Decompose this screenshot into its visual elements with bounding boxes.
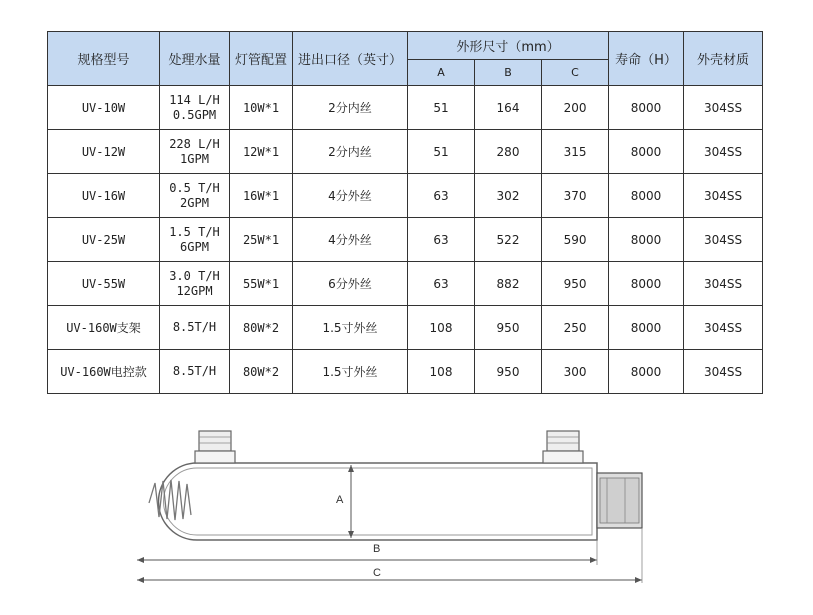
header-port: 进出口径（英寸） — [293, 32, 408, 86]
cell-model: UV-16W — [48, 174, 160, 218]
cell-port: 6分外丝 — [293, 262, 408, 306]
table-row — [48, 86, 763, 130]
cell-dim-b: 164 — [475, 86, 542, 130]
cell-lamp: 55W*1 — [230, 262, 293, 306]
table-row — [48, 350, 763, 394]
cell-life: 8000 — [609, 262, 684, 306]
cell-dim-c: 250 — [542, 306, 609, 350]
tube-body — [159, 463, 598, 540]
dim-label-b: B — [373, 543, 381, 555]
outlet-port — [547, 431, 579, 451]
flow-primary: 8.5T/H — [172, 364, 217, 378]
flow-primary: 228 L/H — [169, 136, 220, 151]
cell-dim-a: 63 — [408, 174, 475, 218]
inlet-port — [199, 431, 231, 451]
cell-life: 8000 — [609, 86, 684, 130]
cell-shell: 304SS — [684, 218, 763, 262]
flow-primary: 8.5T/H — [172, 320, 217, 334]
cell-shell: 304SS — [684, 130, 763, 174]
cell-dim-c: 315 — [542, 130, 609, 174]
cell-dim-a: 63 — [408, 262, 475, 306]
cell-flow — [160, 86, 230, 130]
cell-shell: 304SS — [684, 174, 763, 218]
cell-life: 8000 — [609, 130, 684, 174]
flow-gpm: 6GPM — [180, 239, 209, 254]
spec-table — [47, 31, 763, 394]
cell-port: 2分内丝 — [293, 130, 408, 174]
cell-dim-b: 950 — [475, 306, 542, 350]
cell-dim-c: 200 — [542, 86, 609, 130]
table-row — [48, 218, 763, 262]
flow-primary: 0.5 T/H — [169, 180, 220, 195]
cell-model: UV-25W — [48, 218, 160, 262]
cell-dim-c: 370 — [542, 174, 609, 218]
cell-port: 1.5寸外丝 — [293, 306, 408, 350]
header-flow: 处理水量 — [160, 32, 230, 86]
cell-shell: 304SS — [684, 262, 763, 306]
cell-flow — [160, 218, 230, 262]
cell-life: 8000 — [609, 350, 684, 394]
table-row — [48, 306, 763, 350]
cell-lamp: 80W*2 — [230, 350, 293, 394]
table-row — [48, 174, 763, 218]
cell-model: UV-55W — [48, 262, 160, 306]
dim-label-c: C — [373, 567, 381, 579]
cell-dim-c: 300 — [542, 350, 609, 394]
flow-gpm: 2GPM — [180, 195, 209, 210]
cell-life: 8000 — [609, 306, 684, 350]
cell-flow — [160, 262, 230, 306]
cell-model: UV-160W支架 — [48, 306, 160, 350]
cell-model: UV-12W — [48, 130, 160, 174]
cell-shell: 304SS — [684, 350, 763, 394]
cell-port: 2分内丝 — [293, 86, 408, 130]
cell-port: 1.5寸外丝 — [293, 350, 408, 394]
cell-life: 8000 — [609, 174, 684, 218]
flow-gpm: 12GPM — [176, 283, 213, 298]
cell-dim-a: 51 — [408, 86, 475, 130]
header-dim-c: C — [542, 60, 609, 86]
cell-port: 4分外丝 — [293, 174, 408, 218]
cell-dim-a: 108 — [408, 306, 475, 350]
flow-primary: 3.0 T/H — [169, 268, 220, 283]
cell-dim-c: 950 — [542, 262, 609, 306]
header-shell: 外壳材质 — [684, 32, 763, 86]
cell-flow — [160, 174, 230, 218]
header-dim-b: B — [475, 60, 542, 86]
cell-flow — [160, 130, 230, 174]
flow-primary: 1.5 T/H — [169, 224, 220, 239]
cell-dim-c: 590 — [542, 218, 609, 262]
cell-dim-b: 522 — [475, 218, 542, 262]
cell-lamp: 10W*1 — [230, 86, 293, 130]
cell-life: 8000 — [609, 218, 684, 262]
cell-flow — [160, 306, 230, 350]
header-dimensions: 外形尺寸（mm） — [408, 32, 609, 60]
cell-model: UV-160W电控款 — [48, 350, 160, 394]
dim-label-a: A — [336, 494, 344, 506]
cell-dim-b: 280 — [475, 130, 542, 174]
cell-flow — [160, 350, 230, 394]
cell-dim-b: 950 — [475, 350, 542, 394]
header-model: 规格型号 — [48, 32, 160, 86]
uv-sterilizer-drawing — [137, 405, 652, 585]
cell-dim-a: 51 — [408, 130, 475, 174]
cell-model: UV-10W — [48, 86, 160, 130]
cell-port: 4分外丝 — [293, 218, 408, 262]
flow-gpm: 1GPM — [180, 151, 209, 166]
cell-lamp: 12W*1 — [230, 130, 293, 174]
cell-shell: 304SS — [684, 86, 763, 130]
cell-dim-a: 108 — [408, 350, 475, 394]
table-row — [48, 262, 763, 306]
table-row — [48, 130, 763, 174]
cell-dim-b: 302 — [475, 174, 542, 218]
flow-gpm: 0.5GPM — [172, 107, 217, 122]
cell-dim-a: 63 — [408, 218, 475, 262]
flow-primary: 114 L/H — [169, 92, 220, 107]
header-life: 寿命（H） — [609, 32, 684, 86]
cell-lamp: 80W*2 — [230, 306, 293, 350]
header-dim-a: A — [408, 60, 475, 86]
header-lamp: 灯管配置 — [230, 32, 293, 86]
cell-dim-b: 882 — [475, 262, 542, 306]
cell-shell: 304SS — [684, 306, 763, 350]
cell-lamp: 16W*1 — [230, 174, 293, 218]
cell-lamp: 25W*1 — [230, 218, 293, 262]
